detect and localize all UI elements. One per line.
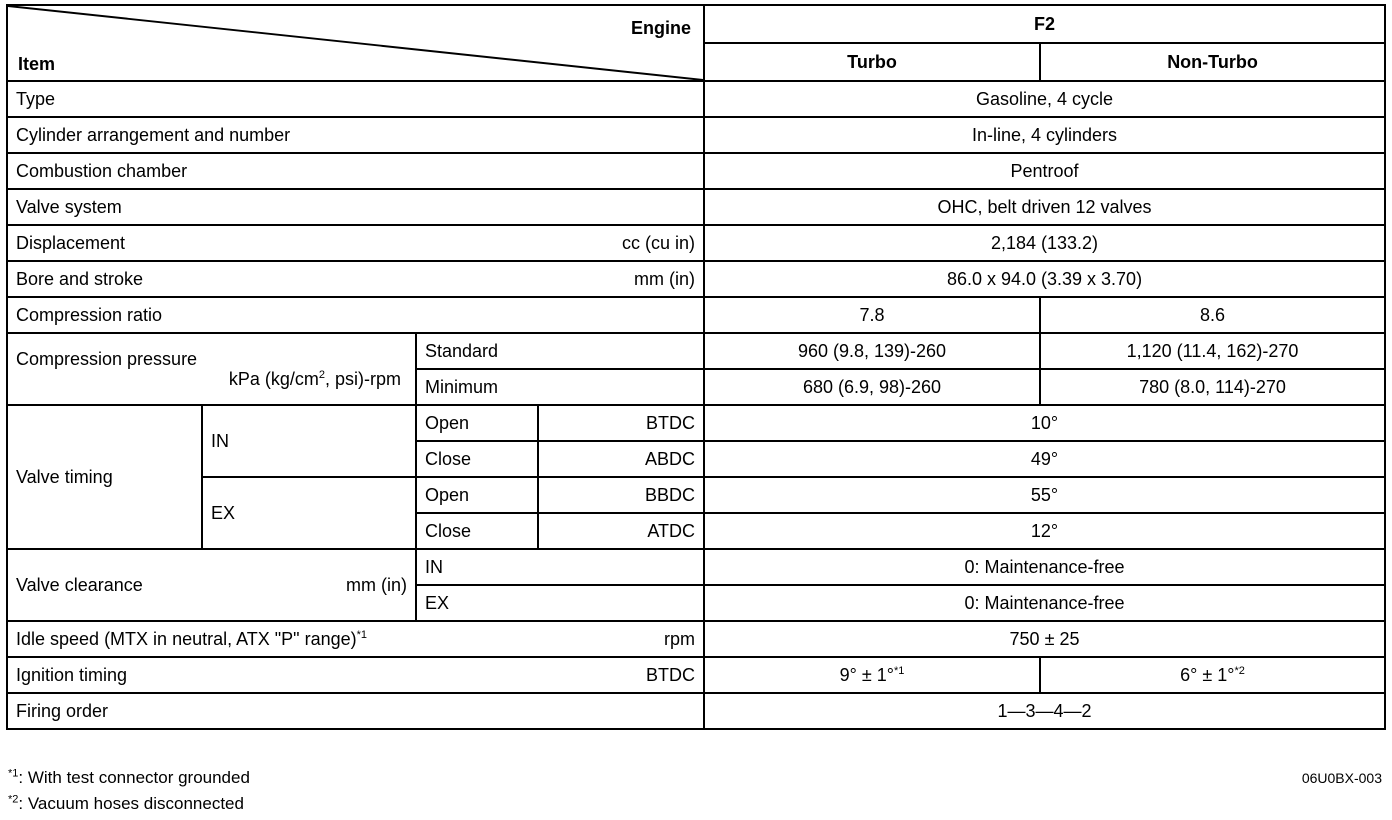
close-label: Close bbox=[416, 513, 538, 549]
row-unit: kPa ($kg/cm^2$, psi)-rpm bbox=[228, 369, 401, 389]
ref-label: BTDC bbox=[538, 405, 704, 441]
table-row-combustion bbox=[7, 153, 1385, 189]
row-label: Type bbox=[7, 81, 704, 117]
table-row-bore-stroke bbox=[7, 261, 1385, 297]
row-unit: mm (in) bbox=[346, 575, 407, 595]
row-label: Combustion chamber bbox=[7, 153, 704, 189]
table-row-valve-system bbox=[7, 189, 1385, 225]
nonturbo-value: 1,120 (11.4, 162)-270 bbox=[1040, 333, 1385, 369]
ref-label: ATDC bbox=[538, 513, 704, 549]
row-value: 10° bbox=[704, 405, 1385, 441]
footnote-2-mark: *2 bbox=[8, 793, 19, 806]
valve-clearance-cell bbox=[7, 549, 416, 621]
compression-pressure-cell bbox=[7, 333, 416, 405]
engine-spec-table bbox=[6, 4, 1386, 730]
table-row-type bbox=[7, 81, 1385, 117]
nonturbo-value: 6° ± 1°$^{*2}$ bbox=[1040, 657, 1385, 693]
row-label: Valve system bbox=[7, 189, 704, 225]
diagonal-divider bbox=[8, 6, 703, 80]
table-row-valve-ex-open bbox=[7, 477, 1385, 513]
row-value: In-line, 4 cylinders bbox=[704, 117, 1385, 153]
footnote-1-text: : With test connector grounded bbox=[18, 768, 250, 787]
open-label: Open bbox=[416, 405, 538, 441]
row-label-cell bbox=[7, 225, 704, 261]
open-label: Open bbox=[416, 477, 538, 513]
row-unit: mm (in) bbox=[634, 269, 695, 289]
row-unit: rpm bbox=[664, 629, 695, 649]
table-row-clearance-in bbox=[7, 549, 1385, 585]
row-label: Firing order bbox=[7, 693, 704, 729]
row-value: 12° bbox=[704, 513, 1385, 549]
turbo-value: 9° ± 1°$^{*1}$ bbox=[704, 657, 1040, 693]
table-row-displacement bbox=[7, 225, 1385, 261]
row-value: 55° bbox=[704, 477, 1385, 513]
close-label: Close bbox=[416, 441, 538, 477]
table-row-compression-ratio bbox=[7, 297, 1385, 333]
table-row-firing-order bbox=[7, 693, 1385, 729]
ref-label: BBDC bbox=[538, 477, 704, 513]
item-label: Item bbox=[18, 54, 56, 74]
minimum-label: Minimum bbox=[416, 369, 704, 405]
row-label: Bore and stroke bbox=[16, 269, 144, 289]
row-label: Idle speed (MTX in neutral, ATX "P" range)$^{*1}$ bbox=[16, 629, 368, 649]
engine-model: F2 bbox=[704, 5, 1385, 43]
clearance-ex-label: EX bbox=[416, 585, 704, 621]
row-value: 49° bbox=[704, 441, 1385, 477]
row-unit: cc (cu in) bbox=[621, 233, 695, 253]
valve-in-label: IN bbox=[202, 405, 416, 477]
row-value: 0: Maintenance-free bbox=[704, 549, 1385, 585]
footnote-2-text: : Vacuum hoses disconnected bbox=[18, 794, 244, 813]
footnote-1-mark: *1 bbox=[8, 767, 19, 780]
turbo-value: 680 (6.9, 98)-260 bbox=[704, 369, 1040, 405]
row-value: 2,184 (133.2) bbox=[704, 225, 1385, 261]
nonturbo-value: 8.6 bbox=[1040, 297, 1385, 333]
footnote-2 bbox=[8, 794, 244, 814]
row-label-cell bbox=[7, 621, 704, 657]
row-label: Valve clearance bbox=[16, 575, 143, 595]
row-value: 0: Maintenance-free bbox=[704, 585, 1385, 621]
valve-ex-label: EX bbox=[202, 477, 416, 549]
row-unit: BTDC bbox=[646, 665, 695, 685]
engine-label: Engine bbox=[630, 18, 691, 38]
header-row-1 bbox=[7, 5, 1385, 43]
ref-label: ABDC bbox=[538, 441, 704, 477]
row-value: OHC, belt driven 12 valves bbox=[704, 189, 1385, 225]
row-value: Gasoline, 4 cycle bbox=[704, 81, 1385, 117]
table-row-valve-in-open bbox=[7, 405, 1385, 441]
table-row-cylinder bbox=[7, 117, 1385, 153]
turbo-header: Turbo bbox=[704, 43, 1040, 81]
standard-label: Standard bbox=[416, 333, 704, 369]
nonturbo-value: 780 (8.0, 114)-270 bbox=[1040, 369, 1385, 405]
row-value: Pentroof bbox=[704, 153, 1385, 189]
row-value: 1—3—4—2 bbox=[704, 693, 1385, 729]
turbo-value: 7.8 bbox=[704, 297, 1040, 333]
row-label: Cylinder arrangement and number bbox=[7, 117, 704, 153]
item-engine-header bbox=[7, 5, 704, 81]
clearance-in-label: IN bbox=[416, 549, 704, 585]
row-label: Compression pressure bbox=[16, 349, 198, 369]
row-label: Displacement bbox=[16, 233, 126, 253]
table-row-idle-speed bbox=[7, 621, 1385, 657]
figure-code: 06U0BX-003 bbox=[1301, 770, 1382, 786]
row-label-cell bbox=[7, 657, 704, 693]
turbo-value: 960 (9.8, 139)-260 bbox=[704, 333, 1040, 369]
nonturbo-header: Non-Turbo bbox=[1040, 43, 1385, 81]
valve-timing-label: Valve timing bbox=[7, 405, 202, 549]
row-value: 750 ± 25 bbox=[704, 621, 1385, 657]
row-label-cell bbox=[7, 261, 704, 297]
footnote-1 bbox=[8, 768, 250, 788]
table-row-compression-standard bbox=[7, 333, 1385, 369]
row-value: 86.0 x 94.0 (3.39 x 3.70) bbox=[704, 261, 1385, 297]
row-label: Compression ratio bbox=[7, 297, 704, 333]
row-label: Ignition timing bbox=[16, 665, 128, 685]
table-row-ignition-timing bbox=[7, 657, 1385, 693]
